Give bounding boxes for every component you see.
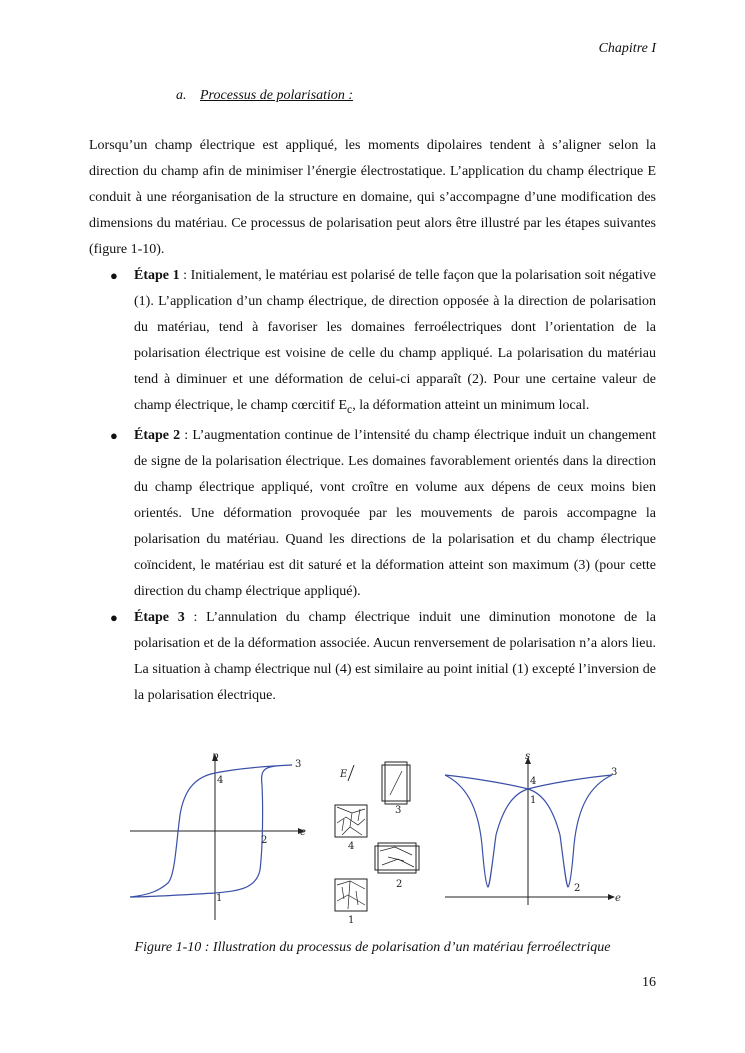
step-title: Étape 1 [134,268,180,283]
butterfly-plot [445,751,621,905]
hysteresis-point-4: 4 [217,775,224,786]
section-heading [176,88,353,104]
figure [120,745,630,930]
hysteresis-point-1: 1 [216,893,223,904]
domain-diagram [335,762,419,926]
section-title: Processus de polarisation : [200,88,354,103]
chapter-header: Chapitre I [598,41,656,56]
hysteresis-point-2: 2 [261,835,268,846]
butterfly-point-2: 2 [574,883,581,894]
figure-caption: Figure 1-10 : Illustration du processus de polarisation d’un matériau ferroélectrique [134,940,611,955]
bullet-icon: ● [110,427,118,443]
domain-state-2: 2 [396,879,403,890]
butterfly-point-1: 1 [530,795,537,806]
step-title: Étape 2 [134,427,181,443]
step-item [89,263,656,423]
butterfly-point-4: 4 [530,776,537,787]
bullet-icon: ● [110,268,118,283]
field-label: E [340,769,348,780]
butterfly-x-label: e [615,893,621,904]
hysteresis-plot [130,751,306,920]
step-text: : Initialement, le matériau est polarisé de telle façon que la polarisation soit négative (1). L’application d’un champ électrique, de direction opposée à la direction de polarisation du matériau, tend à favoriser les domaines ferroélectriques dont l’orientation de la polarisation électrique est voisine de celle du champ appliqué. La polarisation du matériau tend à diminuer et une déformation de celui-ci apparaît (2). Pour une certaine valeur de champ électrique, le champ cœrcitif E [134,268,656,413]
step-item [89,605,656,709]
step-text: : L’annulation du champ électrique induit une diminution monotone de la polarisation et de la déformation associée. Aucun renversement de polarisation n’a alors lieu. La situation à champ électrique nul (4) est similaire au point initial (1) excepté l’inversion de la polarisation électrique. [134,609,657,703]
domain-state-4: 4 [348,841,355,852]
body-text [89,133,656,709]
domain-state-3: 3 [395,805,402,816]
step-subscript: c [347,402,353,416]
butterfly-point-3: 3 [611,767,618,778]
step-title: Étape 3 [134,609,185,625]
page-number: 16 [642,975,656,990]
section-label: a. [176,88,187,103]
bullet-icon: ● [110,609,118,625]
arrowhead-icon [608,894,615,900]
domain-state-1: 1 [348,915,355,926]
field-arrow [348,765,354,781]
steps-list [89,263,656,709]
figure-illustration [120,745,630,930]
hysteresis-y-label: p [212,751,219,762]
step-item [89,423,656,605]
intro-paragraph: Lorsqu’un champ électrique est appliqué, les moments dipolaires tendent à s’aligner selon la direction du champ afin de minimiser l’énergie électrostatique. L’application du champ électrique E conduit à une réorganisation de la structure en domaine, qui s’accompagne d’une modification des dimensions du matériau. Ce processus de polarisation peut alors être illustré par les étapes suivantes (figure 1-10). [89,138,656,257]
step-text-end: , la déformation atteint un minimum local. [352,398,590,413]
hysteresis-x-label: e [300,827,306,838]
step-text: : L’augmentation continue de l’intensité du champ électrique induit un changement de signe de la polarisation électrique. Les domaines favorablement orientés dans la direction du champ électrique appliqué, vont croître en volume aux dépens de ceux moins bien orientés. Une déformation provoquée par les mouvements de parois accompagne la polarisation du matériau. Quand les directions de la polarisation et du champ électrique coïncident, le matériau est dit saturé et la déformation atteint son maximum (3) (pour cette direction du champ électrique appliqué). [134,427,657,599]
butterfly-y-label: s [525,751,531,762]
hysteresis-point-3: 3 [295,759,302,770]
